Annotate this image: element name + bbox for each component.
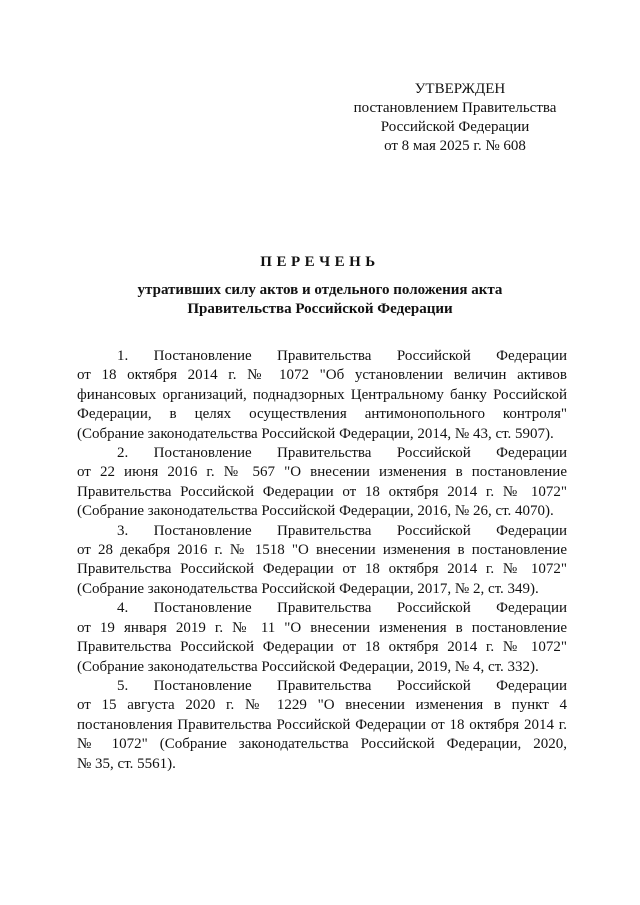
list-item-line: Правительства Российской Федерации от 18 октября 2014 г. № 1072" — [77, 483, 567, 500]
list-item-line: 4. Постановление Правительства Российской Федерации — [117, 600, 567, 617]
list-item — [77, 444, 567, 522]
list-item-line: финансовых организаций, поднадзорных Центральному банку Российской — [77, 386, 567, 403]
list-item-line: Федерации, в целях осуществления антимонопольного контроля" — [77, 406, 567, 423]
list-item-line: от 22 июня 2016 г. № 567 "О внесении изменения в постановление — [77, 464, 567, 481]
list-item-line: от 15 августа 2020 г. № 1229 "О внесении изменения в пункт 4 — [77, 697, 567, 714]
approval-heading: УТВЕРЖДЕН — [414, 81, 506, 97]
list-item-line: 5. Постановление Правительства Российской Федерации — [117, 677, 567, 694]
list-item — [77, 677, 567, 774]
list-item-line: 1. Постановление Правительства Российской Федерации — [117, 348, 567, 364]
list-item-line: Правительства Российской Федерации от 18 октября 2014 г. № 1072" — [77, 639, 567, 656]
list-item-line: (Собрание законодательства Российской Федерации, 2019, № 4, ст. 332). — [77, 658, 539, 675]
list-item — [77, 599, 567, 677]
subtitle-line-2: Правительства Российской Федерации — [187, 301, 453, 317]
list-item-line: Правительства Российской Федерации от 18 октября 2014 г. № 1072" — [77, 561, 567, 578]
list-item-line: от 19 января 2019 г. № 11 "О внесении изменения в постановление — [77, 619, 567, 636]
approval-line-2: Российской Федерации — [380, 119, 530, 135]
list-item — [77, 522, 567, 600]
items-list — [77, 347, 567, 774]
document-subtitle — [0, 281, 640, 319]
list-item-line: (Собрание законодательства Российской Федерации, 2016, № 26, ст. 4070). — [77, 503, 554, 520]
list-item — [77, 347, 567, 444]
approval-stamp — [330, 80, 580, 156]
approval-line-3: от 8 мая 2025 г. № 608 — [384, 138, 526, 154]
list-item-line: № 35, ст. 5561). — [77, 755, 176, 772]
list-item-line: 3. Постановление Правительства Российской Федерации — [117, 522, 567, 539]
document-title: ПЕРЕЧЕНЬ — [260, 254, 380, 270]
subtitle-line-1: утративших силу актов и отдельного положения акта — [137, 282, 503, 298]
list-item-line: № 1072" (Собрание законодательства Российской Федерации, 2020, — [77, 736, 567, 753]
list-item-line: (Собрание законодательства Российской Федерации, 2017, № 2, ст. 349). — [77, 580, 539, 597]
list-item-line: от 28 декабря 2016 г. № 1518 "О внесении изменения в постановление — [77, 542, 567, 559]
list-item-line: (Собрание законодательства Российской Федерации, 2014, № 43, ст. 5907). — [77, 425, 554, 442]
list-item-line: постановления Правительства Российской Федерации от 18 октября 2014 г. — [77, 716, 567, 733]
list-item-line: от 18 октября 2014 г. № 1072 "Об установлении величин активов — [77, 367, 567, 384]
approval-line-1: постановлением Правительства — [353, 100, 557, 116]
list-item-line: 2. Постановление Правительства Российской Федерации — [117, 445, 567, 462]
